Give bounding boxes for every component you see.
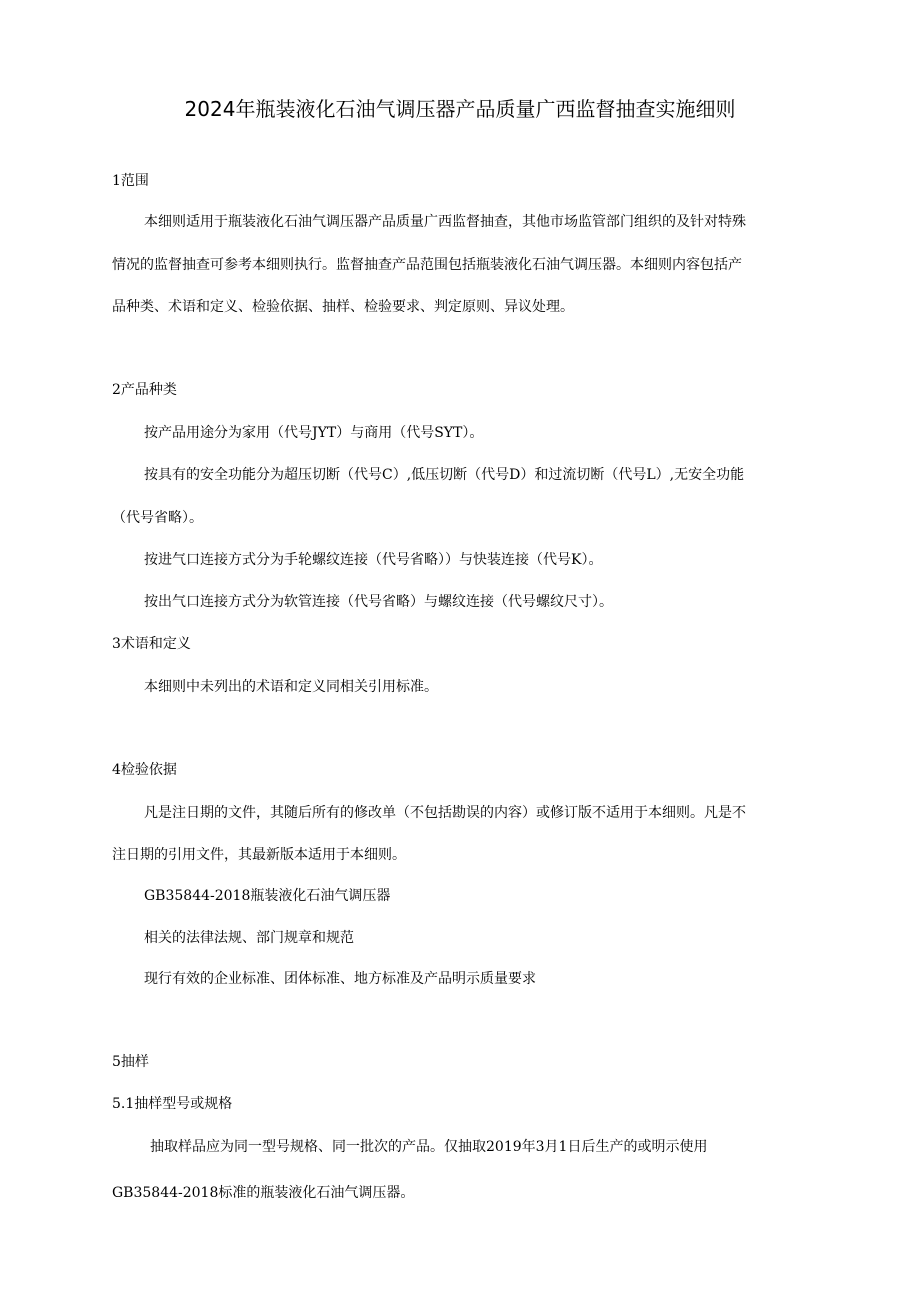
paragraph-line: 品种类、术语和定义、检验依据、抽样、检验要求、判定原则、异议处理。 xyxy=(112,299,574,315)
document-title: 2024年瓶装液化石油气调压器产品质量广西监督抽查实施细则 xyxy=(184,97,736,121)
section-heading-scope: 1范围 xyxy=(112,173,149,189)
section-heading-inspection-basis: 4检验依据 xyxy=(112,762,177,778)
paragraph-line: 情况的监督抽查可参考本细则执行。监督抽查产品范围包括瓶装液化石油气调压器。本细则内容包括产 xyxy=(112,257,742,273)
paragraph-line: 按产品用途分为家用（代号JYT）与商用（代号SYT）。 xyxy=(144,425,484,441)
standard-reference: GB35844-2018瓶装液化石油气调压器 xyxy=(144,888,391,904)
paragraph-line: 凡是注日期的文件，其随后所有的修改单（不包括勘误的内容）或修订版不适用于本细则。凡是不 xyxy=(144,805,746,821)
paragraph-line: 注日期的引用文件，其最新版本适用于本细则。 xyxy=(112,847,406,863)
paragraph-line: 抽取样品应为同一型号规格、同一批次的产品。仅抽取2019年3月1日后生产的或明示使用 xyxy=(150,1139,708,1155)
paragraph-line: 本细则中未列出的术语和定义同相关引用标准。 xyxy=(144,679,438,695)
paragraph-line: 按进气口连接方式分为手轮螺纹连接（代号省略））与快装连接（代号K）。 xyxy=(144,552,603,568)
paragraph-line: 本细则适用于瓶装液化石油气调压器产品质量广西监督抽查，其他市场监管部门组织的及针对特殊 xyxy=(144,214,746,230)
paragraph-line: GB35844-2018标准的瓶装液化石油气调压器。 xyxy=(112,1185,415,1201)
section-heading-terms: 3术语和定义 xyxy=(112,636,191,652)
paragraph-line: （代号省略）。 xyxy=(112,510,203,526)
section-heading-sampling: 5抽样 xyxy=(112,1054,149,1070)
subsection-heading-sampling-model: 5.1抽样型号或规格 xyxy=(112,1096,233,1112)
paragraph-line: 按具有的安全功能分为超压切断（代号C）,低压切断（代号D）和过流切断（代号L）,无安全功能 xyxy=(144,467,745,483)
paragraph-line: 相关的法律法规、部门规章和规范 xyxy=(144,930,354,946)
paragraph-line: 现行有效的企业标准、团体标准、地方标准及产品明示质量要求 xyxy=(144,971,536,987)
paragraph-line: 按出气口连接方式分为软管连接（代号省略）与螺纹连接（代号螺纹尺寸）。 xyxy=(144,594,613,610)
section-heading-product-types: 2产品种类 xyxy=(112,382,177,398)
